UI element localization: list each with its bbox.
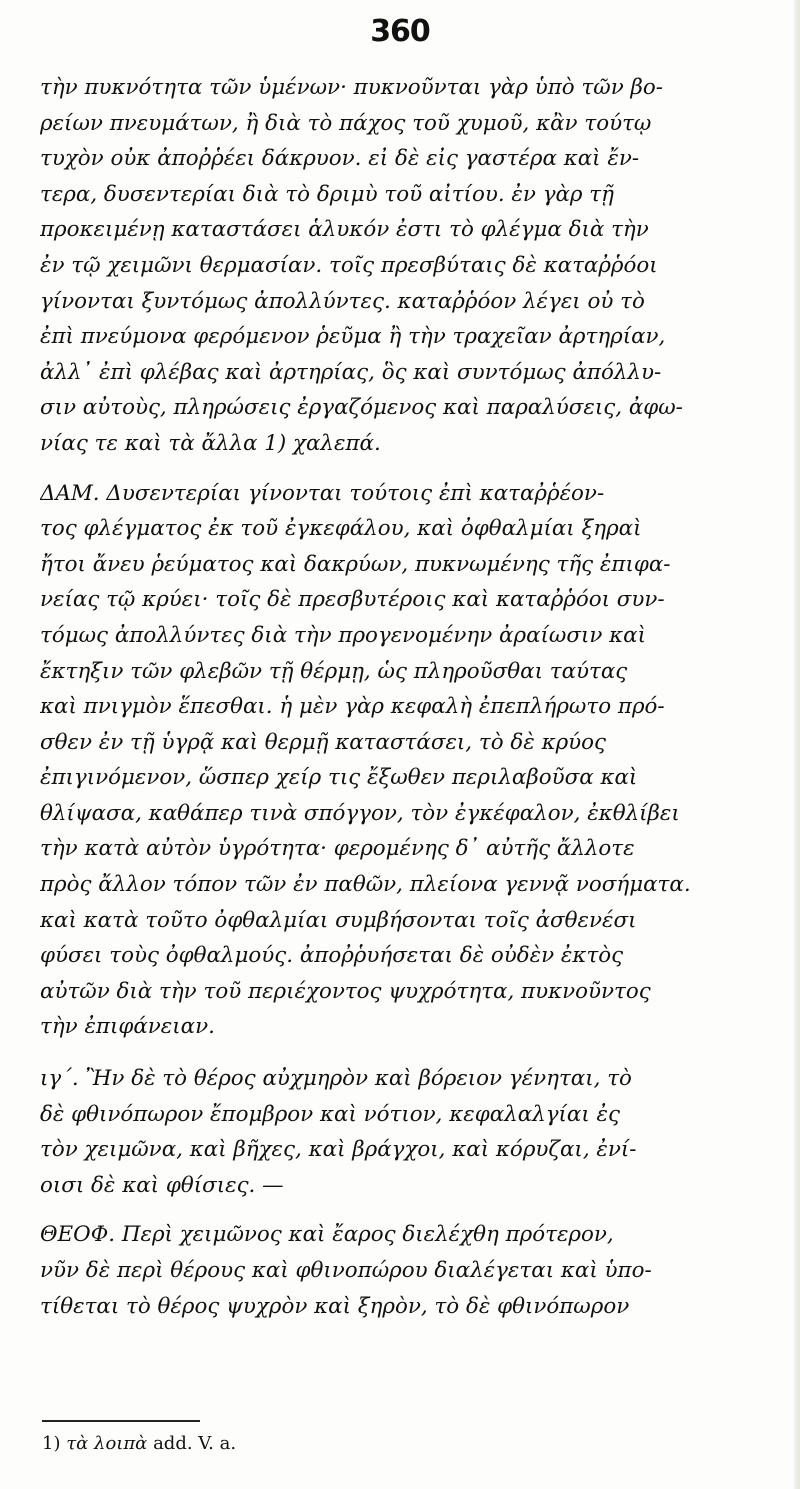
footnote-greek: τὰ λοιπὰ [66, 1433, 148, 1454]
text-line: ἐπιγινόμενον, ὥσπερ χείρ τις ἔξωθεν περιλαβοῦσα καὶ [40, 765, 638, 791]
text-line: τὸν χειμῶνα, καὶ βῆχες, καὶ βράγχοι, καὶ κόρυζαι, ἐνί- [40, 1137, 637, 1163]
text-line: νείας τῷ κρύει· τοῖς δὲ πρεσβυτέροις καὶ καταῤῥόοι συν- [40, 587, 665, 613]
text-line: τόμως ἀπολλύντες διὰ τὴν προγενομένην ἀραίωσιν καὶ [40, 622, 646, 648]
page-edge [794, 0, 800, 1489]
text-line: καὶ πνιγμὸν ἕπεσθαι. ἡ μὲν γὰρ κεφαλὴ ἐπεπλήρωτο πρό- [40, 694, 665, 720]
text-line: ἀλλ᾽ ἐπὶ φλέβας καὶ ἀρτηρίας, ὃς καὶ συντόμως ἀπόλλυ- [40, 359, 662, 385]
text-line: καὶ κατὰ τοῦτο ὀφθαλμίαι συμβήσονται τοῖς ἀσθενέσι [40, 907, 637, 933]
paragraph-1 [40, 70, 780, 462]
text-line: αὐτῶν διὰ τὴν τοῦ περιέχοντος ψυχρότητα, πυκνοῦντος [40, 978, 651, 1004]
footnote-marker: 1) [42, 1433, 61, 1454]
text-line: σθεν ἐν τῇ ὑγρᾷ καὶ θερμῇ καταστάσει, τὸ δὲ κρύος [40, 729, 607, 755]
paragraph-gap [40, 462, 780, 476]
text-line: τος φλέγματος ἐκ τοῦ ἐγκεφάλου, καὶ ὀφθαλμίαι ξηραὶ [40, 516, 642, 542]
text-line: ΔΑΜ. Δυσεντερίαι γίνονται τούτοις ἐπὶ καταῤῥέον- [40, 480, 605, 506]
text-line: ἐν τῷ χειμῶνι θερμασίαν. τοῖς πρεσβύταις δὲ καταῤῥόοι [40, 252, 658, 278]
text-line: ἤτοι ἄνευ ῥεύματος καὶ δακρύων, πυκνωμένης τῆς ἐπιφα- [40, 551, 671, 577]
text-line: οισι δὲ καὶ φθίσιες. — [40, 1172, 284, 1198]
text-line: ΘΕΟΦ. Περὶ χειμῶνος καὶ ἔαρος διελέχθη πρότερον, [40, 1222, 614, 1248]
text-line: τυχὸν οὐκ ἀποῤῥέει δάκρυον. εἰ δὲ εἰς γαστέρα καὶ ἔν- [40, 146, 640, 172]
text-line: ἔκτηξιν τῶν φλεβῶν τῇ θέρμῃ, ὡς πληροῦσθαι ταύτας [40, 658, 628, 684]
paragraph-gap [40, 1045, 780, 1061]
page-number: 360 [370, 14, 430, 49]
text-line: νῦν δὲ περὶ θέρους καὶ φθινοπώρου διαλέγεται καὶ ὑπο- [40, 1258, 652, 1283]
paragraph-2 [40, 476, 780, 1046]
text-line: φύσει τοὺς ὀφθαλμούς. ἀποῤῥυήσεται δὲ οὐδὲν ἐκτὸς [40, 943, 624, 969]
paragraph-gap [40, 1203, 780, 1217]
main-text [40, 70, 780, 1324]
text-line: τὴν πυκνότητα τῶν ὑμένων· πυκνοῦνται γὰρ ὑπὸ τῶν βο- [40, 75, 664, 100]
footnote-rule [42, 1420, 200, 1422]
text-line: τὴν ἐπιφάνειαν. [40, 1014, 215, 1040]
text-line: ιγ΄. Ἢν δὲ τὸ θέρος αὐχμηρὸν καὶ βόρειον γένηται, τὸ [40, 1066, 632, 1092]
text-line: τὴν κατὰ αὐτὸν ὑγρότητα· φερομένης δ᾽ αὐτῆς ἄλλοτε [40, 836, 635, 862]
text-line: ἐπὶ πνεύμονα φερόμενον ῥεῦμα ἢ τὴν τραχεῖαν ἀρτηρίαν, [40, 324, 666, 350]
text-line: τίθεται τὸ θέρος ψυχρὸν καὶ ξηρὸν, τὸ δὲ φθινόπωρον [40, 1293, 630, 1319]
text-line: σιν αὐτοὺς, πληρώσεις ἐργαζόμενος καὶ παραλύσεις, ἀφω- [40, 395, 683, 421]
text-line: πρὸς ἄλλον τόπον τῶν ἐν παθῶν, πλείονα γεννᾷ νοσήματα. [40, 872, 691, 898]
paragraph-3 [40, 1061, 780, 1203]
text-line: τερα, δυσεντερίαι διὰ τὸ δριμὺ τοῦ αἰτίου. ἐν γὰρ τῇ [40, 181, 614, 207]
text-line: ρείων πνευμάτων, ἢ διὰ τὸ πάχος τοῦ χυμοῦ, κἂν τούτῳ [40, 110, 652, 136]
text-line: γίνονται ξυντόμως ἀπολλύντες. καταῤῥόον λέγει οὐ τὸ [40, 288, 645, 314]
footnote-note: add. V. a. [153, 1433, 237, 1454]
text-line: δὲ φθινόπωρον ἔπομβρον καὶ νότιον, κεφαλαλγίαι ἐς [40, 1101, 620, 1127]
text-line: θλίψασα, καθάπερ τινὰ σπόγγον, τὸν ἐγκέφαλον, ἐκθλίβει [40, 800, 680, 826]
text-line: προκειμένῃ καταστάσει ἁλυκόν ἐστι τὸ φλέγμα διὰ τὴν [40, 217, 649, 243]
text-line: νίας τε καὶ τὰ ἄλλα 1) χαλεπά. [40, 430, 381, 456]
footnote [42, 1430, 742, 1458]
paragraph-4 [40, 1217, 780, 1324]
